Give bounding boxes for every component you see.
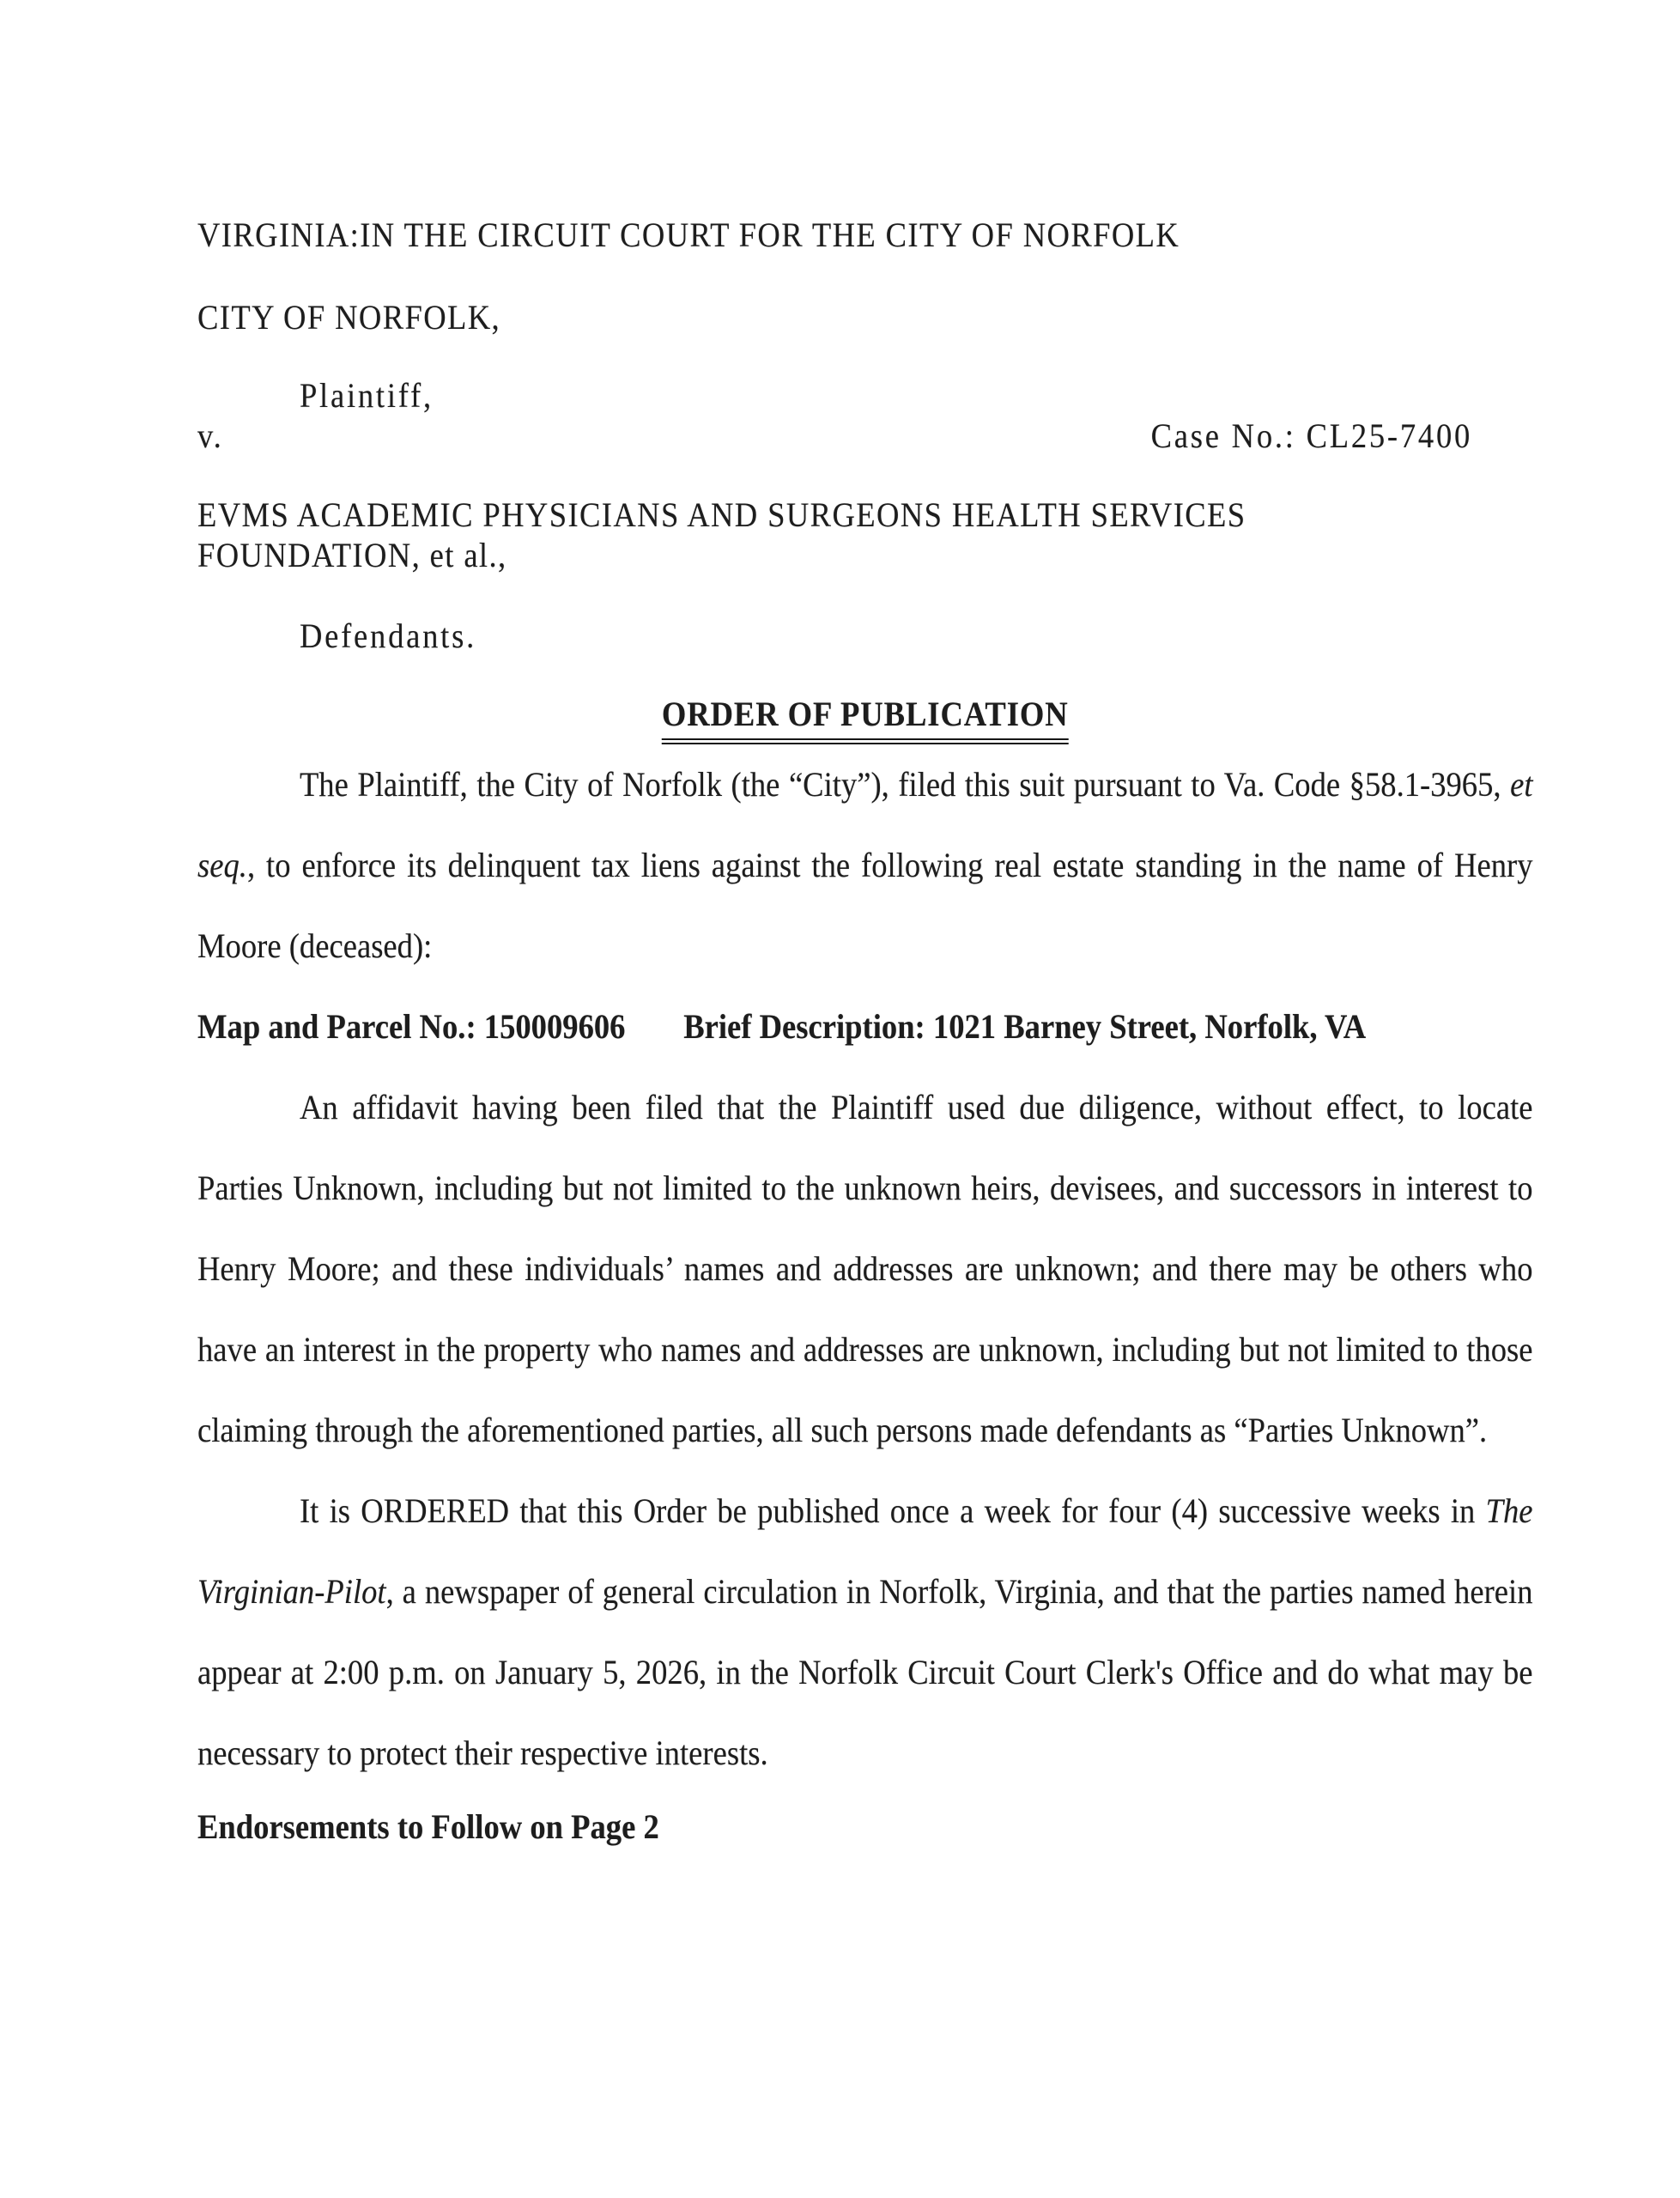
parcel-identification-row [197,987,1533,1067]
case-number: Case No.: CL25-7400 [1150,416,1473,455]
opening-paragraph: The Plaintiff, the City of Norfolk (the “City”), filed this suit pursuant to Va. Code §58.1-3965, et seq., to enforce its delinquent tax liens against the following real estate standing in the name of Henry Moore (deceased): [197,765,1533,965]
defendant-name-line2: FOUNDATION, et al., [197,536,507,574]
order-title: ORDER OF PUBLICATION [662,694,1069,744]
document-content [197,215,1533,1867]
affidavit-paragraph: An affidavit having been filed that the Plaintiff used due diligence, without effect, to locate Parties Unknown, including but not limited to the unknown heirs, devisees, and successors in interest to Henry Moore; and these individuals’ names and addresses are unknown; and there may be others who have an interest in the property who names and addresses are unknown, including but not limited to those claiming through the aforementioned parties, all such persons made defendants as “Parties Unknown”. [197,1088,1533,1449]
endorsements-note: Endorsements to Follow on Page 2 [197,1807,659,1846]
brief-description: Brief Description: 1021 Barney Street, Norfolk, VA [683,1007,1367,1046]
plaintiff-name: CITY OF NORFOLK, [197,298,501,337]
versus-label: v. [197,416,224,455]
versus-case-row [197,416,1533,456]
court-header: VIRGINIA:IN THE CIRCUIT COURT FOR THE CITY OF NORFOLK [197,216,1180,254]
map-and-parcel-number: Map and Parcel No.: 150009606 [197,1007,626,1046]
defendant-name-line1: EVMS ACADEMIC PHYSICIANS AND SURGEONS HEALTH SERVICES [197,495,1246,534]
defendant-designation: Defendants. [299,616,476,655]
publication-order-paragraph: It is ORDERED that this Order be published once a week for four (4) successive weeks in The Virginian-Pilot, a newspaper of general circulation in Norfolk, Virginia, and that the parties named herein appear at 2:00 p.m. on January 5, 2026, in the Norfolk Circuit Court Clerk's Office and do what may be necessary to protect their respective interests. [197,1491,1533,1772]
order-title-row [197,694,1533,744]
plaintiff-designation: Plaintiff, [299,376,434,415]
